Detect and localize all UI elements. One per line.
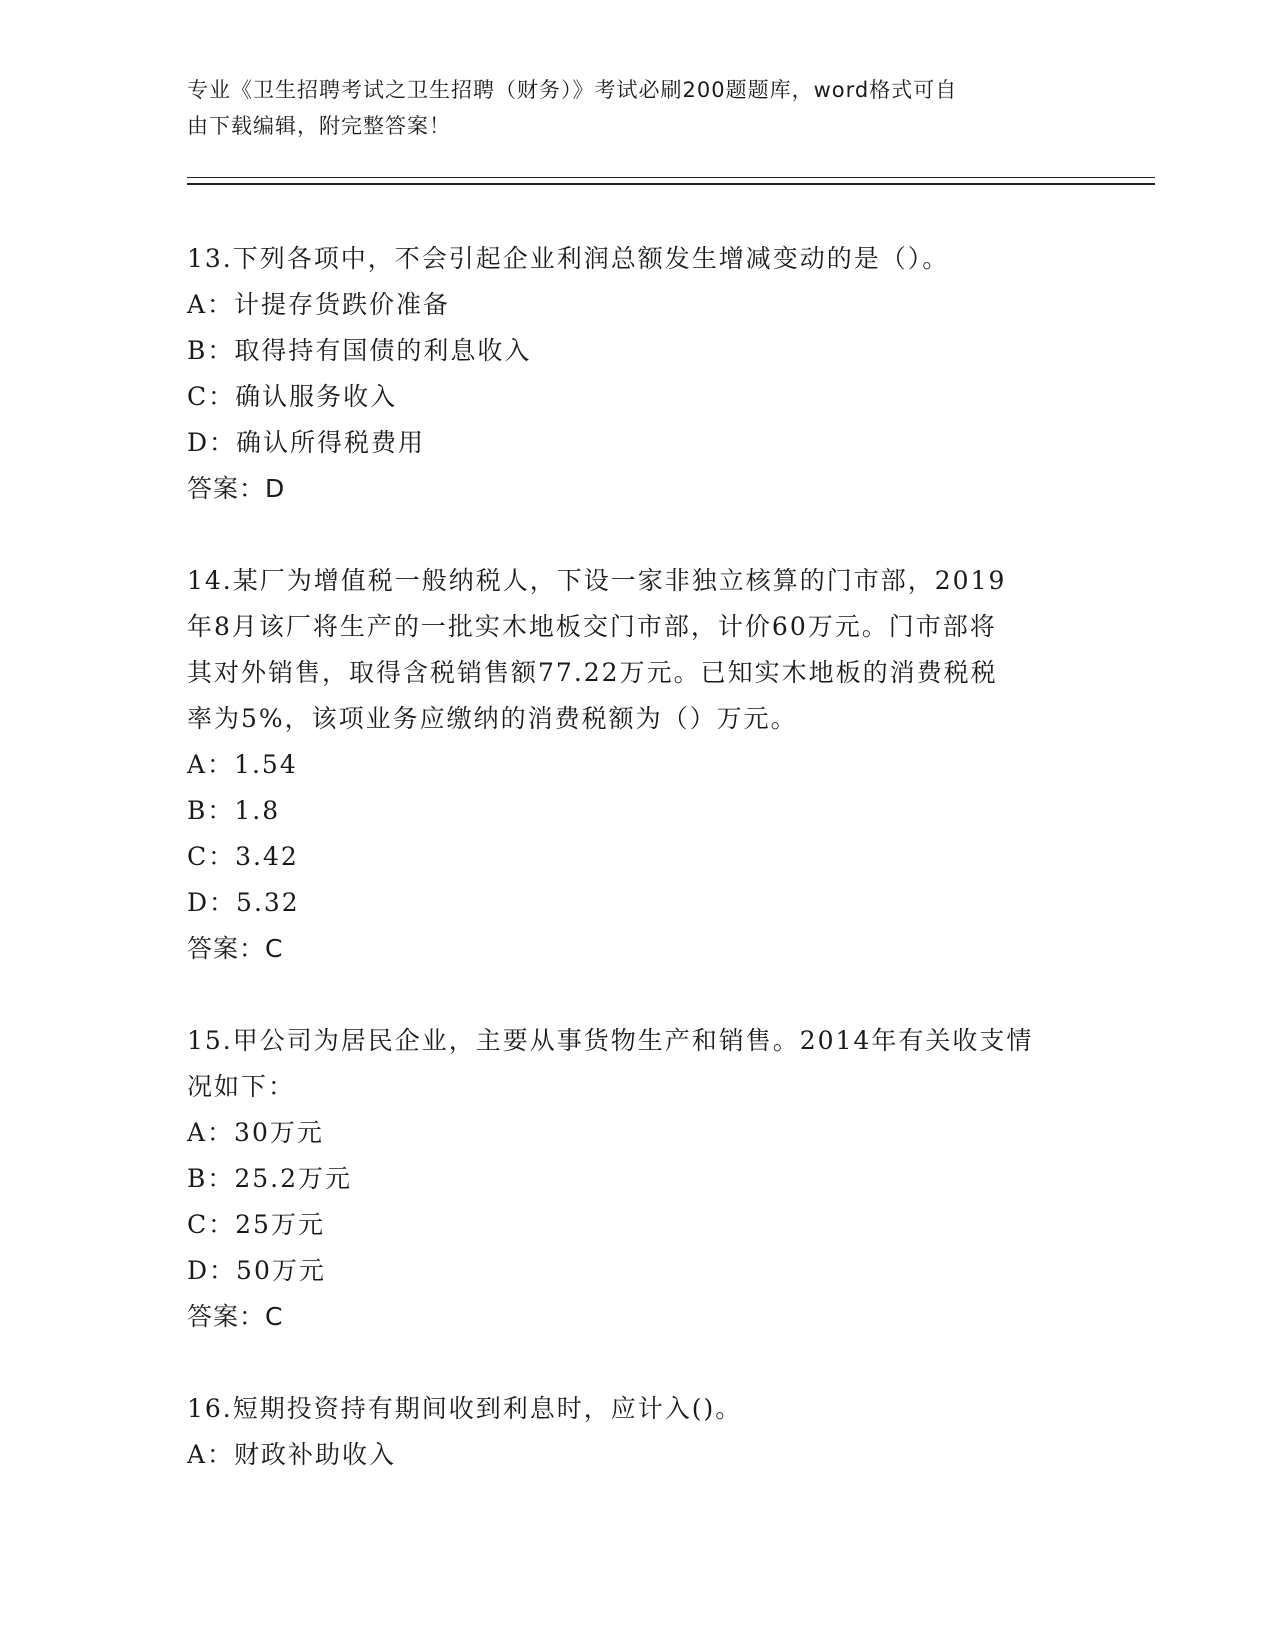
question-stem: 13.下列各项中，不会引起企业利润总额发生增减变动的是（）。	[187, 244, 950, 273]
question-stem-line: 15.甲公司为居民企业，主要从事货物生产和销售。2014年有关收支情	[187, 1026, 1034, 1055]
option-d: D：50万元	[187, 1256, 326, 1285]
option-a: A：1.54	[187, 750, 298, 779]
header-line-2: 由下载编辑，附完整答案！	[187, 114, 451, 138]
option-b: B：25.2万元	[187, 1164, 353, 1193]
option-c: C：确认服务收入	[187, 382, 398, 411]
question-stem: 16.短期投资持有期间收到利息时，应计入()。	[187, 1394, 743, 1423]
question-15	[187, 1018, 1087, 1340]
header-divider-top	[187, 177, 1155, 178]
header-divider-bottom	[187, 183, 1155, 185]
answer-line: 答案：C	[187, 934, 284, 963]
question-16	[187, 1386, 1087, 1478]
document-header	[187, 72, 1067, 144]
question-stem-line: 其对外销售，取得含税销售额77.22万元。已知实木地板的消费税税	[187, 658, 998, 687]
option-c: C：25万元	[187, 1210, 325, 1239]
header-line-1: 专业《卫生招聘考试之卫生招聘（财务）》考试必刷200题题库，word格式可自	[187, 78, 958, 102]
question-stem-line: 况如下：	[187, 1072, 296, 1101]
option-c: C：3.42	[187, 842, 299, 871]
option-b: B：1.8	[187, 796, 281, 825]
option-a: A：财政补助收入	[187, 1440, 397, 1469]
option-a: A：计提存货跌价准备	[187, 290, 451, 319]
answer-line: 答案：D	[187, 474, 286, 503]
option-a: A：30万元	[187, 1118, 324, 1147]
question-stem-line: 14.某厂为增值税一般纳税人，下设一家非独立核算的门市部，2019	[187, 566, 1007, 595]
question-14	[187, 558, 1087, 972]
answer-line: 答案：C	[187, 1302, 284, 1331]
question-13	[187, 236, 1087, 512]
question-stem-line: 率为5%，该项业务应缴纳的消费税额为（）万元。	[187, 704, 798, 733]
question-list	[187, 236, 1087, 1524]
question-stem-line: 年8月该厂将生产的一批实木地板交门市部，计价60万元。门市部将	[187, 612, 997, 641]
option-d: D：确认所得税费用	[187, 428, 426, 457]
option-b: B：取得持有国债的利息收入	[187, 336, 532, 365]
option-d: D：5.32	[187, 888, 300, 917]
